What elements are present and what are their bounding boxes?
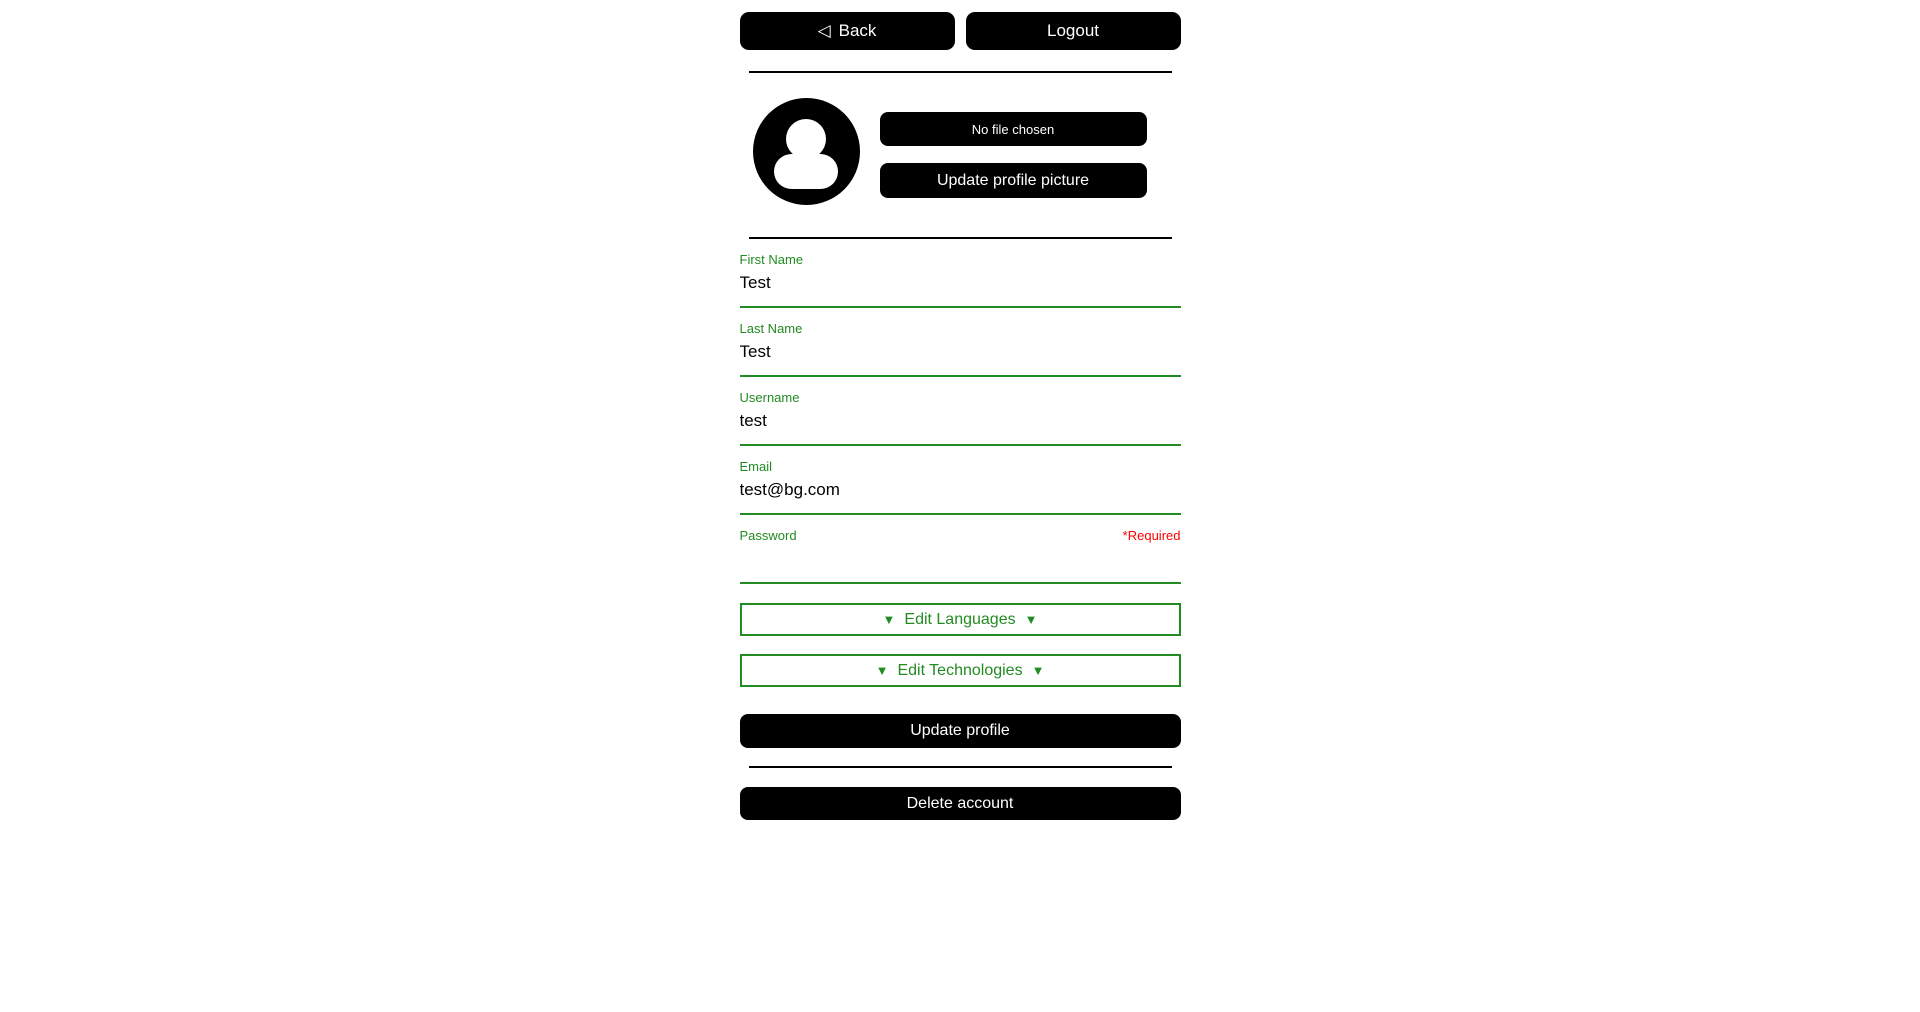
chevron-down-icon: ▼ — [1031, 663, 1045, 678]
edit-technologies-label: Edit Technologies — [897, 661, 1023, 679]
password-input[interactable] — [740, 544, 1181, 584]
chevron-down-icon: ▼ — [875, 663, 889, 678]
update-picture-label: Update profile picture — [936, 171, 1090, 189]
username-label: Username — [739, 390, 800, 405]
update-profile-button[interactable] — [740, 714, 1181, 748]
profile-picture-section — [740, 98, 1181, 205]
file-chooser-button[interactable] — [880, 112, 1147, 146]
bottom-divider — [749, 766, 1172, 768]
delete-account-button[interactable] — [740, 787, 1181, 820]
top-divider — [749, 71, 1172, 73]
back-button[interactable] — [740, 12, 955, 50]
back-arrow-icon: ◁ — [817, 21, 831, 40]
email-field — [740, 446, 1181, 515]
email-input[interactable] — [740, 475, 1181, 515]
update-picture-button[interactable] — [880, 163, 1147, 198]
logout-button[interactable] — [966, 12, 1181, 50]
delete-account-label: Delete account — [906, 794, 1014, 812]
last-name-input[interactable] — [740, 337, 1181, 377]
update-profile-label: Update profile — [910, 722, 1010, 739]
username-field — [740, 377, 1181, 446]
top-button-row — [740, 12, 1181, 50]
first-name-label: First Name — [739, 252, 804, 267]
username-input[interactable] — [740, 406, 1181, 446]
last-name-label: Last Name — [739, 321, 803, 336]
password-label: Password — [739, 528, 797, 543]
password-field — [740, 515, 1181, 584]
edit-technologies-button[interactable] — [740, 654, 1181, 687]
person-icon — [786, 119, 826, 159]
first-name-field — [740, 239, 1181, 308]
email-label: Email — [739, 459, 773, 474]
last-name-field — [740, 308, 1181, 377]
picture-actions — [880, 112, 1147, 205]
edit-languages-button[interactable] — [740, 603, 1181, 636]
person-icon-torso — [774, 154, 838, 189]
first-name-input[interactable] — [740, 268, 1181, 308]
avatar — [753, 98, 860, 205]
chevron-down-icon: ▼ — [1024, 612, 1038, 627]
required-badge: *Required — [1122, 528, 1181, 543]
back-button-label: Back — [838, 21, 877, 40]
profile-page — [740, 0, 1181, 820]
logout-button-label: Logout — [1047, 21, 1099, 40]
edit-languages-label: Edit Languages — [904, 610, 1016, 628]
chevron-down-icon: ▼ — [882, 612, 896, 627]
file-chooser-label: No file chosen — [971, 121, 1055, 137]
